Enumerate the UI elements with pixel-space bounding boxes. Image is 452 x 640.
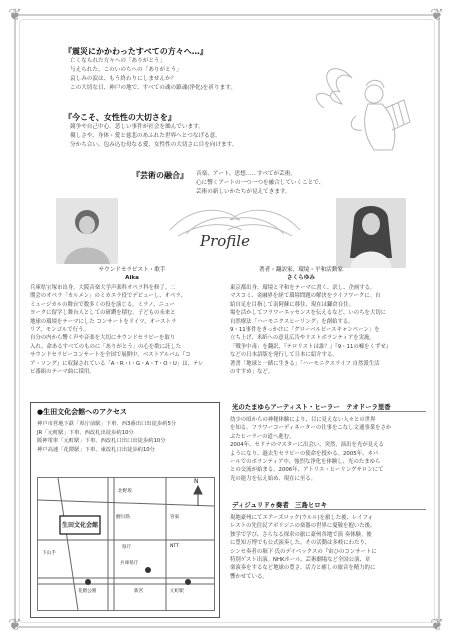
access-line: JR「元町駅」下車、西改札出徒歩約10分 xyxy=(37,429,134,436)
angel-illustration xyxy=(312,60,422,160)
bio-line: ぶたヒーラーの道へ進む。 xyxy=(230,433,295,440)
section-line: 優しさや、身体・愛と慈悲のあふれた世界へとつなげる意。 xyxy=(70,133,221,139)
section-heading: 『震災にかかわったすべての方々へ…』 xyxy=(64,47,208,56)
map-road-label: 鯉川筋 xyxy=(116,515,130,520)
map-road-label: 北野坂 xyxy=(118,489,132,494)
map-road-label: 県庁 xyxy=(122,545,132,550)
section-line: 音楽、アート、思想……すべてが芸術。 xyxy=(196,171,296,177)
corner-ornament-icon: ❦ xyxy=(430,615,444,634)
section-line: 競争や自己中心、悲しい事件が社会を蝕んでいます。 xyxy=(70,124,204,130)
section-line: 分かち合い、包み込む母なる愛、女性性の大切さに目を向けます。 xyxy=(70,142,238,148)
bio-line: ビ番組のテーマ曲に採用。 xyxy=(30,369,95,376)
access-box xyxy=(30,402,220,618)
map-road-label: 新宮 xyxy=(134,589,144,594)
aika-photo xyxy=(56,198,118,264)
section-line: 亡くなられた方々への「ありがとう」 xyxy=(70,58,166,64)
bio-line: ようになり、過去生セラピーの使命を授かる。2005年、ネパ xyxy=(230,450,379,457)
map-north-label: N xyxy=(194,478,199,485)
bio-line: 給自足を目指して南阿蘇に移住、現在は鎌倉在住。 xyxy=(230,301,354,308)
bio-line: に豊知万博でも公式演奏した。その活動は多岐にわたり、 xyxy=(230,540,371,547)
bio-line: 特別ゲスト出演。NHKホール、芸術劇場など全国公演、章 xyxy=(230,557,371,564)
access-title: ●生田文化会館へのアクセス xyxy=(37,408,127,416)
access-line: 神戸高速「花隈駅」下車、東改札口出徒歩約10分 xyxy=(37,446,155,453)
bio-line: 9・11事件をきっかけに「グローバルピースキャンペーン」を xyxy=(230,327,380,334)
sakura-name: さくらゆみ xyxy=(287,275,315,281)
access-line: 阪神電車「元町駅」下車、西改札口出口出徒歩約10分 xyxy=(37,438,166,445)
bio-line: ールでのボランティア中、強烈な浄化を体験し、光のたまゆら xyxy=(230,459,381,466)
map-road-label: 兵庫県庁 xyxy=(120,561,139,566)
bio-line: レストの先住民アボリジニの楽器の世界に憂敬を抱いた後、 xyxy=(230,523,376,530)
bio-line: シンセ奏者の堀下 氏のデイベックスの『宙ひのコンサートに xyxy=(230,548,377,555)
bio-line: ミュージカルの舞台で数多くの役を演じる。ミラノ、ニュー xyxy=(30,301,175,308)
sakura-role: 著者・翻訳家、環境・平和活動家 xyxy=(259,267,343,273)
bio-line: 自分の内から響く声や音楽を大切にサウンドセラピーを取り xyxy=(30,335,176,342)
bio-line: 兵庫県宝塚市出身。大阪音楽大学声楽科オペラ科を修了。二 xyxy=(30,285,176,291)
map-road-label: 花隈公園 xyxy=(78,589,97,594)
corner-ornament-icon: ❦ xyxy=(430,5,444,24)
bio-line: のすすめ」など。 xyxy=(230,369,274,376)
sakura-caption xyxy=(256,266,346,282)
bio-line: 現地豪州にてエアーズロック(ウルル)を旅した後、レイフォ xyxy=(230,515,373,521)
bio-line: マスコミ、金融界を経て環境問題の解決をライフワークに。自 xyxy=(230,293,381,300)
sakura-photo xyxy=(336,198,406,268)
section-heading: 『芸術の融合』 xyxy=(132,171,188,180)
divider xyxy=(232,411,426,412)
section-line: 芸術の新しいかたちが見えてきます。 xyxy=(196,189,291,195)
bio-line: を知る。フラワーコーディネーターの仕事をこなし文通事業をさか xyxy=(230,425,392,432)
aika-role: サウンドセラピスト・歌手 xyxy=(98,267,166,273)
bio-line: 幼少の頃からの神秘体験により、目に見えない人々との世界 xyxy=(230,417,376,423)
bio-line: 独学で学び、さらなる探求の旅に豪州各地で演 奏体験。後 xyxy=(230,531,372,538)
aika-caption xyxy=(92,266,172,282)
divider xyxy=(232,509,426,510)
bio-line: などの日本語版を発行して日本に紹介する。 xyxy=(230,352,338,359)
map-road-label: 元町駅 xyxy=(170,589,184,594)
bio-line: サウンドセラピーコンサートを全国で展開中。ベストアルバム『コ xyxy=(30,352,191,359)
message-section-3-body xyxy=(196,170,396,197)
map-road-label: 下山手 xyxy=(42,551,56,556)
section-line: 与えられた、このいのちへの「ありがとう」 xyxy=(70,67,182,73)
access-map xyxy=(37,477,215,611)
teodora-bio xyxy=(230,416,426,483)
section-line: 哀しみの涙は、もう終わりにしませんか？ xyxy=(70,76,177,82)
bio-line: との交流が始まる。2006年、アトリエ・ヒーリングサロンにて xyxy=(230,467,384,474)
teodora-header: 光のたまゆらアーティスト・ヒーラー テオドーラ里香 xyxy=(232,403,391,411)
corner-ornament-icon: ❦ xyxy=(8,5,22,24)
bio-line: 響かせている。 xyxy=(230,573,268,580)
map-venue-label: 生田文化会館 xyxy=(62,522,99,529)
aika-bio xyxy=(30,284,220,376)
access-directions xyxy=(37,420,176,454)
bio-line: 地球の環境をテーマにした コンサートをドイツ、オーストラ xyxy=(30,318,177,325)
bio-line: 著書「地球と一緒に生きる」「ハーモニクスライフ 自然派生活 xyxy=(230,360,380,367)
message-section-2 xyxy=(64,112,304,150)
map-road-label: NTT xyxy=(170,544,179,549)
bio-line: リア、モンゴルで行う。 xyxy=(30,327,89,334)
bio-line: 楽演奏をするなど地球の豊さ、活力と癒しの旅音を精力的に xyxy=(230,565,376,572)
hiroki-bio xyxy=(230,514,426,581)
profile-title: Profile xyxy=(200,232,250,250)
bio-line: 光の能力を伝え始め、現在に至る。 xyxy=(230,475,317,482)
section-line: 心に響くアートの一つ一つを融合していくことで、 xyxy=(196,180,325,186)
map-road-label: 宮東 xyxy=(170,515,180,520)
bio-line: 2004年、セドナのマスターに出会い、突然、演出を光が見える xyxy=(230,442,384,449)
access-line: 神戸市営地下鉄「県庁前駅」下車、西3番出口出徒歩約5分 xyxy=(37,421,177,427)
bio-line: 入れ、命あるすべてのものに「ありがとう」の心を歌に託した xyxy=(30,343,182,350)
bio-line: ヨークに留学し舞台人としての研鑽を積む。子どもの未来と xyxy=(30,310,176,317)
bio-line: 東京都出身。環境と平和をテーマに書く、訳し、企画する。 xyxy=(230,285,376,291)
sakura-bio xyxy=(230,284,426,376)
section-heading: 『今こそ、女性性の大切さを』 xyxy=(64,113,176,122)
hiroki-header: ディジュリドゥ奏者 三島ヒロキ xyxy=(232,501,328,509)
aika-name: Aika xyxy=(125,275,139,281)
bio-line: 自然療法「ハーモニクスヒーリング」を創始する。 xyxy=(230,318,354,325)
bio-line: 期会のオペラ「カルメン」のミカエラ役でデビューし、オペラ、 xyxy=(30,293,186,300)
bio-line: ア・ソング』に収録されている「A・R・I・G・A・T・O・U」は、テレ xyxy=(30,360,204,367)
message-section-3-heading xyxy=(132,170,192,181)
message-section-1 xyxy=(64,46,304,93)
bio-line: 場を活かしてフラワーエッセンスを伝えるなど、いのちを大切に xyxy=(230,310,387,317)
bio-line: 立ち上げ、米紙への意見広告やリストボランティアを実施。 xyxy=(230,335,375,342)
section-line: この大切な日、神戸の地で、すべての魂の鎮魂(浄化)を祈ります。 xyxy=(70,85,236,91)
bio-line: 「戦争中毒」を翻訳、『テロリストは誰？』『9・11の嘘をくずせ』 xyxy=(230,343,392,350)
corner-ornament-icon: ❦ xyxy=(8,615,22,634)
